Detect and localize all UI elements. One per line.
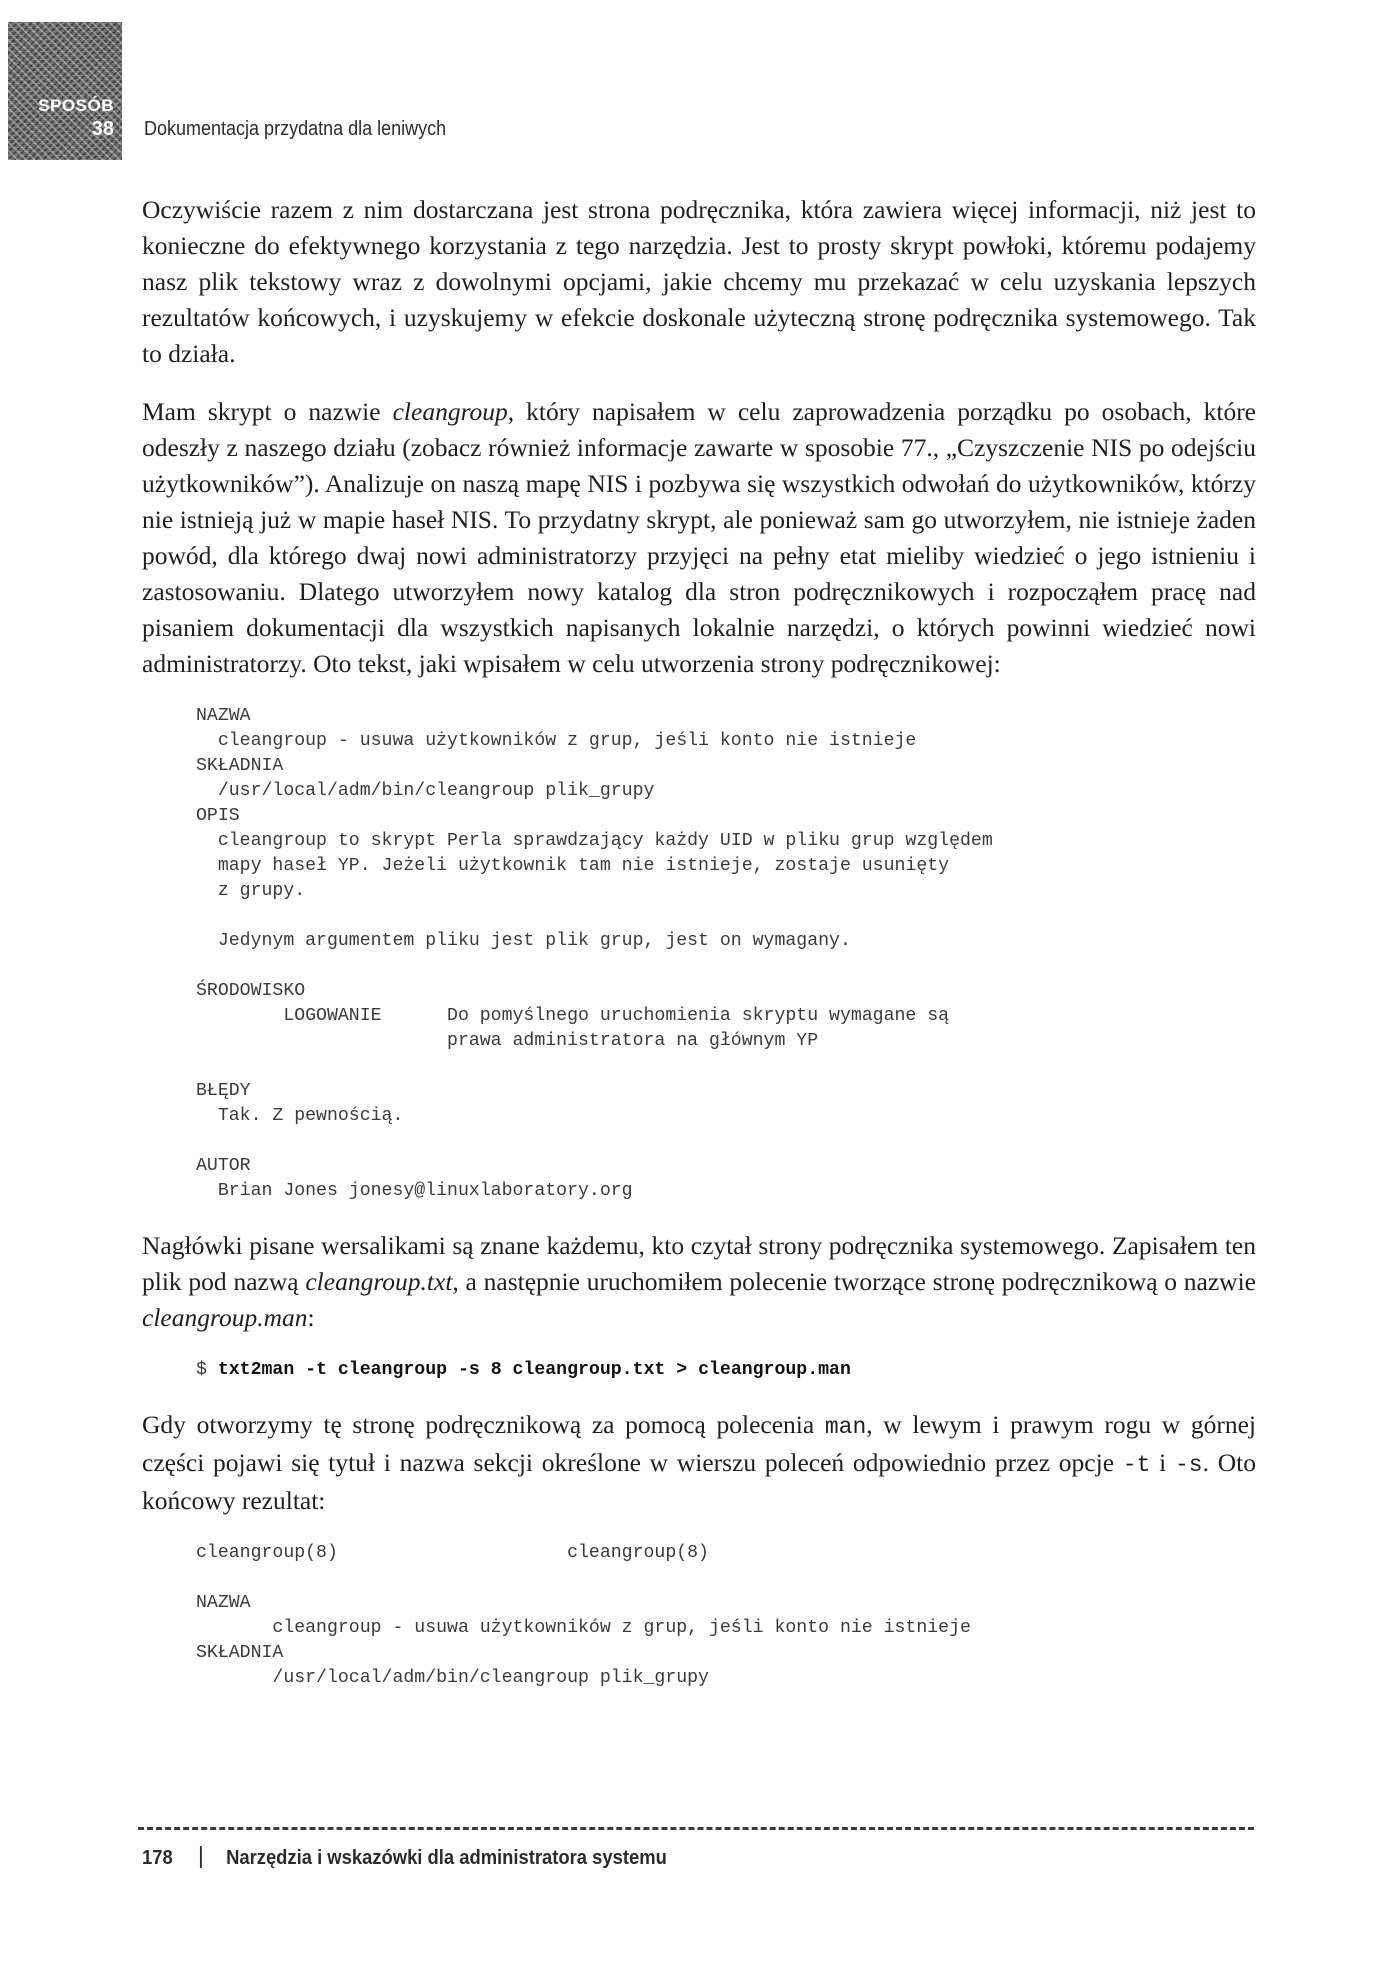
- badge-word: SPOSÓB: [38, 96, 114, 115]
- text-span: , w lewym i prawym rogu w górnej części pojawi się tytuł i nazwa sekcji określone w wierszu poleceń odpowiednio przez opcje: [142, 1410, 1256, 1477]
- paragraph-1: Oczywiście razem z nim dostarczana jest strona podręcznika, która zawiera więcej informacji, niż jest to konieczne do efektywnego korzystania z tego narzędzia. Jest to prosty skrypt powłoki, któremu podajemy nasz plik tekstowy wraz z dowolnymi opcjami, jakie chcemy mu przekazać w celu uzyskania lepszych rezultatów końcowych, i uzyskujemy w efekcie doskonale użyteczną stronę podręcznika systemowego. Tak to działa.: [142, 195, 1256, 368]
- text-span: i: [1150, 1448, 1175, 1477]
- shell-prompt: $: [196, 1360, 218, 1380]
- running-header: Dokumentacja przydatna dla leniwych: [144, 118, 447, 140]
- paragraph-4: [142, 1407, 1256, 1519]
- page-number: 178: [142, 1847, 173, 1869]
- shell-command: txt2man -t cleangroup -s 8 cleangroup.txt > cleangroup.man: [217, 1360, 851, 1380]
- text-span: , a następnie uruchomiłem polecenie tworzące stronę podręcznikową o nazwie: [452, 1267, 1256, 1296]
- inline-code: man: [824, 1414, 867, 1440]
- page-footer: [142, 1846, 667, 1870]
- footer-separator: [200, 1846, 202, 1868]
- text-span: Nagłówki pisane wersalikami są znane każdemu, kto czytał strony podręcznika systemowego. Zapisałem ten plik pod nazwą: [142, 1231, 1256, 1296]
- paragraph-3: [142, 1228, 1256, 1336]
- page-content: [142, 192, 1256, 1715]
- text-span: . Oto końcowy rezultat:: [142, 1448, 1256, 1515]
- inline-code: -s: [1175, 1452, 1203, 1478]
- text-span: :: [307, 1303, 315, 1332]
- badge-number: 38: [91, 118, 114, 140]
- code-block-manpage-output: cleangroup(8) cleangroup(8) NAZWA cleangroup - usuwa użytkowników z grup, jeśli konto nie istnieje SKŁADNIA /usr/local/adm/bin/cleangroup plik_grupy: [196, 1543, 971, 1688]
- code-block-manpage-source: NAZWA cleangroup - usuwa użytkowników z grup, jeśli konto nie istnieje SKŁADNIA /usr/local/adm/bin/cleangroup plik_grupy OPIS cleangroup to skrypt Perla sprawdzający każdy UID w pliku grup względem mapy haseł YP. Jeżeli użytkownik tam nie istnieje, zostaje usunięty z grupy. Jedynym argumentem pliku jest plik grup, jest on wymagany. ŚRODOWISKO LOGOWANIE Do pomyślnego uruchomienia skryptu wymagane są prawa administratora na głównym YP BŁĘDY Tak. Z pewnością. AUTOR Brian Jones jonesy@linuxlaboratory.org: [196, 706, 993, 1201]
- emphasis-filename: cleangroup.man: [142, 1303, 308, 1332]
- emphasis-filename: cleangroup.txt: [305, 1267, 453, 1296]
- book-title: Narzędzia i wskazówki dla administratora systemu: [226, 1847, 667, 1869]
- paragraph-2: [142, 394, 1256, 682]
- inline-code: -t: [1122, 1452, 1151, 1478]
- chapter-badge: [8, 22, 122, 160]
- text-span: Gdy otworzymy tę stronę podręcznikową za pomocą polecenia: [142, 1410, 825, 1439]
- text-span: Mam skrypt o nazwie: [142, 397, 393, 426]
- text-span: , który napisałem w celu zaprowadzenia porządku po osobach, które odeszły z naszego działu (zobacz również informacje zawarte w sposobie 77., „Czyszczenie NIS po odejściu użytkowników”). Analizuje on naszą mapę NIS i pozbywa się wszystkich odwołań do użytkowników, którzy nie istnieją już w mapie haseł NIS. To przydatny skrypt, ale ponieważ sam go utworzyłem, nie istnieje żaden powód, dla którego dwaj nowi administratorzy przyjęci na pełny etat mieliby wiedzieć o jego istnieniu i zastosowaniu. Dlatego utworzyłem nowy katalog dla stron podręcznikowych i rozpocząłem pracę nad pisaniem dokumentacji dla wszystkich napisanych lokalnie narzędzi, o których powinni wiedzieć nowi administratorzy. Oto tekst, jaki wpisałem w celu utworzenia strony podręcznikowej:: [142, 397, 1257, 678]
- command-line: [196, 1358, 1256, 1383]
- emphasis-filename: cleangroup: [392, 397, 508, 426]
- footer-rule: [138, 1827, 1254, 1830]
